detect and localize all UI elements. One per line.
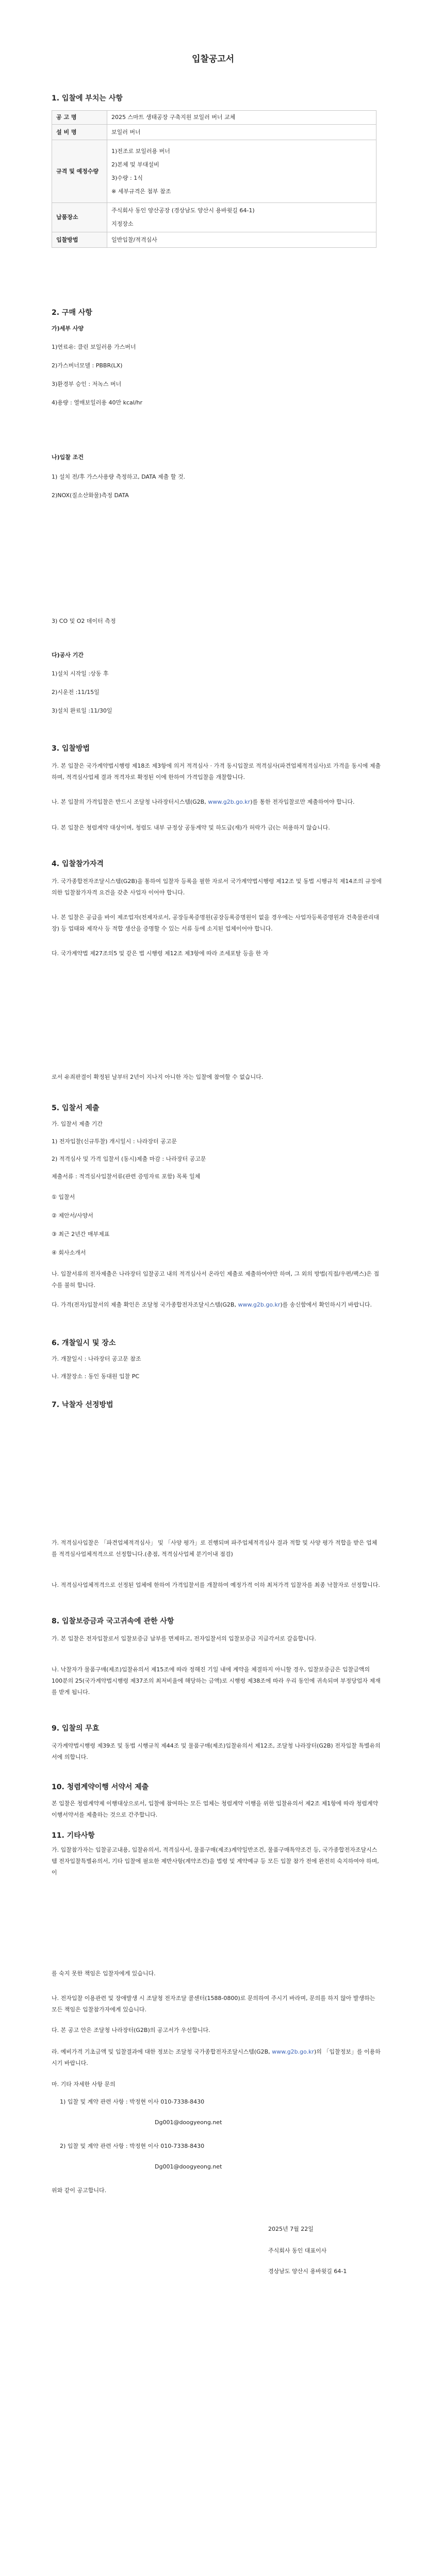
paragraph: 를 숙지 못한 책임은 입찰자에게 있습니다. (52, 1970, 156, 1977)
text: )의 「입찰정보」를 이용하시기 바랍니다. (52, 2048, 381, 2066)
table-row (52, 203, 376, 232)
spec-line: 1)전조로 보일러용 버너 (111, 147, 170, 155)
paragraph: 가. 입찰참가자는 입찰공고내용, 입찰유의서, 적격심사서, 물품구매(제조)계약일반조건, 물품구매특약조건 등, 국가종합전자조달시스템 전자입찰특별유의서, 기타 입찰에 필요한 제반사항(계약조건)을 법령 및 계약예규 등 모든 입찰 참가 전에 완전히 숙지하여야 하며, 이 (52, 1846, 381, 1876)
condition-item: 3) CO 및 O2 데이터 측정 (52, 618, 116, 624)
document-title: 입찰공고서 (191, 54, 235, 64)
row-label: 규격 및 예정수량 (52, 140, 107, 203)
paragraph: 가. 본 입찰은 국가계약법시행령 제18조 제3항에 의거 적격심사 · 가격 동시입찰로 적격심사(파견업체적격심사)로 가격을 동시에 제출하며, 적격심사업체 결과 적격자로 확정된 이에 한하여 가격입찰을 개찰합니다. (52, 762, 381, 781)
paragraph (52, 2046, 382, 2069)
paragraph: 다. 국가계약법 제27조의5 및 같은 법 시행령 제12조 제3항에 따라 조세포탈 등을 한 자 (52, 950, 269, 957)
row-value: 2025 스마트 생태공장 구축지원 보일러 버너 교체 (107, 111, 376, 125)
spec-subtitle: 가)세부 사양 (52, 325, 84, 332)
contact-email[interactable]: Dg001@doogyeong.net (155, 2163, 222, 2170)
spec-item: 3)환경부 승인 : 저녹스 버너 (52, 381, 122, 387)
contact-heading: 마. 기타 자세한 사항 문의 (52, 2081, 116, 2088)
paragraph: 다. 본 입찰은 청렴계약 대상이며, 청렴도 내부 규정상 공동계약 및 하도급(재)가 허락가 금(는 허용하지 않습니다. (52, 824, 330, 831)
row-label: 입찰방법 (52, 232, 107, 248)
condition-item: 1) 설치 전/후 가스사용량 측정하고, DATA 제출 할 것. (52, 473, 185, 480)
text: 라. 예비가격 기초금액 및 입찰결과에 대한 정보는 조달청 국가종합전자조달시스템(G2B, (52, 2048, 272, 2055)
section-6-title: 6. 개찰일시 및 장소 (52, 1339, 116, 1347)
submission-item: 2) 적격심사 및 가격 입찰서 (동시)제출 마감 : 나라장터 공고문 (52, 1156, 206, 1162)
contact-line: 1) 입찰 및 계약 관련 사항 : 박정현 이사 010-7338-8430 (60, 2098, 205, 2105)
paragraph: 가. 본 입찰은 전자입찰로서 입찰보증금 납부를 면제하고, 전자입찰서의 입찰보증금 지급각서로 갈음합니다. (52, 1635, 316, 1642)
contact-email[interactable]: Dg001@doogyeong.net (155, 2119, 222, 2126)
text: )를 통한 전자입찰로만 제출하여야 합니다. (250, 799, 355, 805)
row-value (107, 140, 376, 203)
section-2-title: 2. 구매 사항 (52, 309, 92, 317)
doc-item: ③ 최근 2년간 매부제표 (52, 1231, 110, 1238)
row-label: 납품장소 (52, 203, 107, 232)
condition-subtitle: 나)입찰 조건 (52, 454, 84, 461)
submission-item: 1) 전자입찰(신규투찰) 개시일시 : 나라장터 공고문 (52, 1138, 177, 1145)
paragraph: 나. 전자입찰 이용관련 및 장애발생 시 조달청 전자조달 콜센터(1588-0800)로 문의하여 주시기 바라며, 문의를 하지 않아 발생하는 모든 책임은 입찰참가자에게 있습니다. (52, 1995, 377, 2013)
closing-statement: 위와 같이 공고합니다. (52, 2187, 107, 2194)
opening-place: 나. 개찰장소 : 동인 동대원 입찰 PC (52, 1373, 140, 1380)
company-address: 경상남도 양산시 용바윗길 64-1 (268, 2268, 347, 2275)
row-value (107, 203, 376, 232)
bid-summary-table (52, 110, 376, 248)
text: 다. 가격(전자)입찰서의 제출 확인은 조달청 국가종합전자조달시스템(G2B, (52, 1301, 238, 1308)
paragraph: 가. 국가종합전자조달시스템(G2B)을 통하여 입찰자 등록을 필한 자로서 국가계약법시행령 제12조 및 동법 시행규칙 제14조의 규정에 의한 입찰참가자격 요건을 갖춘 사업자 이어야 합니다. (52, 878, 384, 896)
section-9-title: 9. 입찰의 무효 (52, 1724, 100, 1733)
spec-item: 4)용량 : 열매보일러용 40만 kcal/hr (52, 399, 143, 406)
paragraph: 로서 유죄판결이 확정된 날부터 2년이 지나지 아니한 자는 입찰에 참여할 수 없습니다. (52, 1074, 264, 1080)
paragraph (52, 1299, 382, 1311)
announce-date: 2025년 7월 22일 (268, 2226, 314, 2232)
submission-docs: 제출서류 : 적격심사입찰서류(관련 증빙자료 포함) 목록 일체 (52, 1173, 201, 1180)
row-value: 보일러 버너 (107, 125, 376, 140)
opening-date: 가. 개찰일시 : 나라장터 공고문 참조 (52, 1355, 141, 1362)
paragraph: 나. 적격심사업체적격으로 선정된 업체에 한하여 가격입찰서를 개찰하여 예정가격 이하 최저가격 입찰자를 최종 낙찰자로 선정합니다. (52, 1582, 380, 1588)
spec-item: 1)연료유: 클린 보일러용 가스버너 (52, 344, 136, 350)
section-5-title: 5. 입찰서 제출 (52, 1104, 100, 1112)
g2b-link[interactable]: www.g2b.go.kr (272, 2048, 314, 2055)
g2b-link[interactable]: www.g2b.go.kr (208, 799, 251, 805)
paragraph: 나. 입찰서류의 전자제출은 나라장터 입찰공고 내의 적격심사서 온라인 제출로 제출하여야만 하며, 그 외의 방법(직접/우편/팩스)은 접수를 불허 합니다. (52, 1270, 380, 1289)
spec-line: 2)본체 및 부대설비 (111, 161, 159, 168)
condition-item: 2)NOX(질소산화물)측정 DATA (52, 492, 129, 499)
period-item: 1)설치 시작일 :상동 후 (52, 670, 109, 677)
row-value: 일반입찰/적격심사 (107, 232, 376, 248)
delivery-line: 지정장소 (111, 221, 134, 227)
section-1-title: 1. 입찰에 부치는 사항 (52, 94, 123, 103)
paragraph: 다. 본 공고 안은 조달청 나라장터(G2B)의 공고서가 우선합니다. (52, 2027, 210, 2033)
paragraph: 나. 낙찰자가 물품구매(제조)입찰유의서 제15조에 따라 정해진 기일 내에 계약을 체결하지 아니할 경우, 입찰보증금은 입찰금액의 100분의 25(국가계약법시행령 제37조의 최저비율에 해당하는 금액)로 시행령 제38조에 따라 우리 동인에 귀속되며 부정당업자 제재를 받게 됩니다. (52, 1666, 381, 1696)
g2b-link[interactable]: www.g2b.go.kr (238, 1301, 281, 1308)
paragraph: 가. 적격심사입찰은 「파견업체적격심사」 및 「사양 평가」로 진행되며 파주업체적격심사 결과 적합 및 사양 평가 적합을 받은 업체를 적격심사업체적격으로 선정합니다.(총점, 적격심사업체 분기이내 점검) (52, 1539, 378, 1557)
row-label: 공 고 명 (52, 111, 107, 125)
period-item: 2)시운전 :11/15일 (52, 689, 100, 696)
section-4-title: 4. 입찰참가자격 (52, 860, 104, 868)
paragraph: 나. 본 입찰은 공급을 바이 제조업자(전제자로서, 공장등록증명원(공장등록증명원이 없을 경우에는 사업자등록증명원과 건축물관리대장) 등 업태와 제작사 등 적합 생산을 증명할 수 있는 서류 등에 소지된 업체이어야 합니다. (52, 914, 379, 932)
section-8-title: 8. 입찰보증금과 국고귀속에 관한 사항 (52, 1617, 174, 1625)
table-row (52, 232, 376, 248)
table-row (52, 125, 376, 140)
spec-line: ※ 세부규격은 첨부 참조 (111, 188, 171, 195)
doc-item: ① 입찰서 (52, 1194, 75, 1200)
delivery-line: 주식회사 동인 양산공장 (경상남도 양산시 용바윗길 64-1) (111, 207, 255, 214)
table-row (52, 140, 376, 203)
section-10-title: 10. 청렴계약이행 서약서 제출 (52, 1783, 149, 1791)
doc-item: ② 제안서/사양서 (52, 1212, 93, 1219)
period-subtitle: 다)공사 기간 (52, 652, 84, 658)
section-3-title: 3. 입찰방법 (52, 744, 90, 753)
paragraph: 본 입찰은 청렴계약제 이행대상으로서, 입찰에 참여하는 모든 업체는 청렴계약 이행을 위한 입찰유의서 제2조 제1항에 따라 청렴계약이행서약서를 제출하는 것으로 간주합니다. (52, 1800, 379, 1818)
submission-period: 가. 입찰서 제출 기간 (52, 1121, 103, 1127)
spec-line: 3)수량 : 1식 (111, 174, 143, 181)
section-7-title: 7. 낙찰자 선정방법 (52, 1401, 113, 1409)
contact-line: 2) 입찰 및 계약 관련 사항 : 박정현 이사 010-7338-8430 (60, 2143, 205, 2149)
section-11-title: 11. 기타사항 (52, 1832, 95, 1840)
text: )를 송신함에서 확인하시기 바랍니다. (280, 1301, 372, 1308)
text: 나. 본 입찰의 가격입찰은 반드시 조달청 나라장터시스템(G2B, (52, 799, 208, 805)
paragraph: 국가계약법시행령 제39조 및 동법 시행규칙 제44조 및 물품구매(제조)입찰유의서 제12조, 조달청 나라장터(G2B) 전자입찰 특별유의서에 의합니다. (52, 1742, 381, 1760)
table-row (52, 111, 376, 125)
spec-item: 2)가스버너모델 : PBBR(LX) (52, 362, 123, 369)
period-item: 3)설치 완료일 :11/30일 (52, 707, 112, 714)
company-name: 주식회사 동인 대표이사 (268, 2247, 327, 2254)
paragraph (52, 796, 382, 808)
row-label: 설 비 명 (52, 125, 107, 140)
doc-item: ④ 회사소개서 (52, 1249, 86, 1256)
